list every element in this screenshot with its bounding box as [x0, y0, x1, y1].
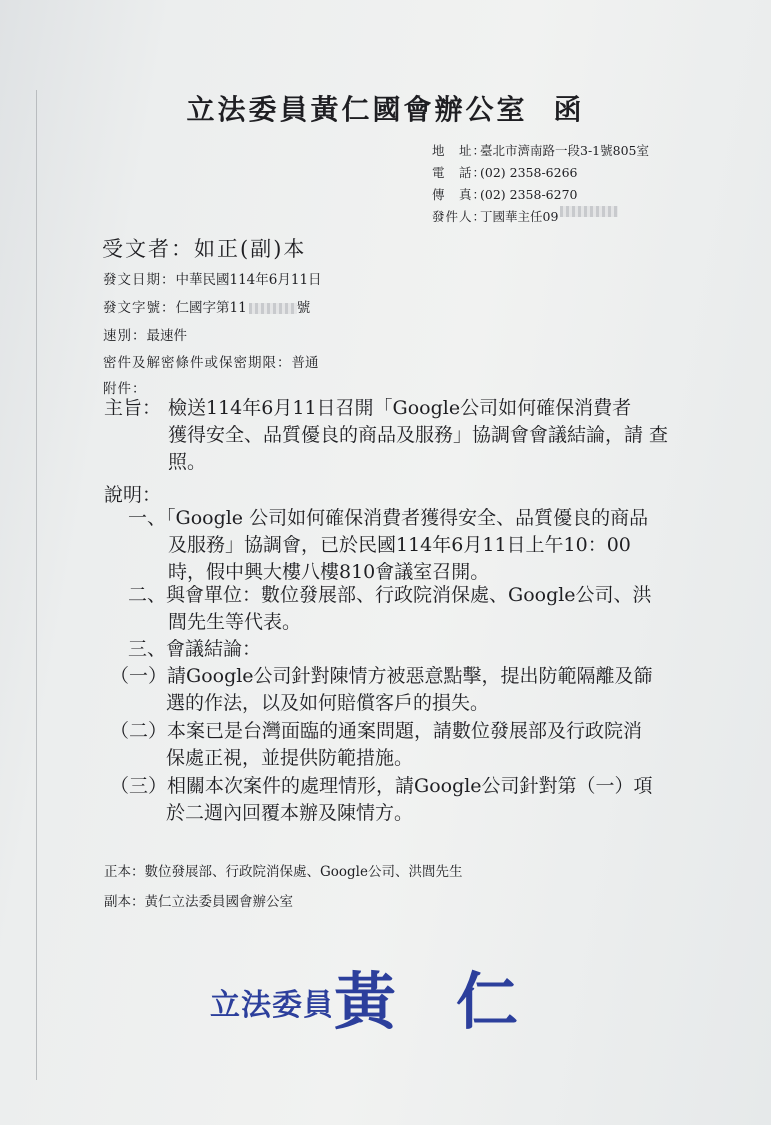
title-suffix: 函	[553, 93, 585, 126]
explanation-item-2: 二、與會單位：數位發展部、行政院消保處、Google公司、洪 閭先生等代表。	[128, 584, 652, 633]
seal-name-2: 仁	[456, 965, 523, 1038]
title-office: 立法委員黃仁國會辦公室	[186, 93, 528, 126]
explanation-label: 說明：	[104, 484, 162, 506]
page-fold-line	[36, 90, 37, 1080]
document-title	[0, 88, 771, 128]
issue-date: 發文日期：中華民國114年6月11日	[103, 272, 322, 288]
explanation-item-1: 一、「Google 公司如何確保消費者獲得安全、品質優良的商品 及服務」協調會，已於民國114年6月11日上午10：00 時，假中興大樓八樓810會議室召開。	[128, 507, 649, 583]
delivery-speed: 速別：最速件	[103, 328, 187, 344]
conclusion-2: （二）本案已是台灣面臨的通案問題，請數位發展部及行政院消 保處正視，並提供防範措施。	[110, 720, 643, 769]
copy-recipients: 副本：黃仁立法委員國會辦公室	[104, 894, 293, 910]
redacted-docno	[249, 303, 297, 314]
original-recipients: 正本：數位發展部、行政院消保處、Google公司、洪閭先生	[104, 864, 463, 880]
conclusion-3: （三）相關本次案件的處理情形，請Google公司針對第（一）項 於二週內回覆本辦及陳情方。	[110, 775, 653, 824]
seal-title: 立法委員	[210, 988, 334, 1023]
document-number: 發文字號：仁國字第11 號	[103, 300, 311, 316]
subject-paragraph: 主旨： 檢送114年6月11日召開「Google公司如何確保消費者 獲得安全、品質優良的商品及服務」協調會會議結論，請 查 照。	[104, 397, 669, 473]
seal-name-1: 黃	[334, 965, 401, 1038]
recipient-line: 受文者：如正(副)本	[102, 237, 307, 261]
contact-phone: 電 話： (02) 2358-6266	[432, 165, 578, 180]
contact-sender: 發件人： 丁國華主任09	[432, 206, 649, 228]
redacted-phone	[560, 206, 618, 217]
contact-address: 地 址： 臺北市濟南路一段3-1號805室	[432, 143, 649, 158]
official-seal-stamp	[210, 952, 522, 1041]
secrecy-level: 密件及解密條件或保密期限：普通	[103, 355, 319, 371]
conclusion-1: （一）請Google公司針對陳情方被惡意點擊，提出防範隔離及篩 選的作法，以及如何賠償客戶的損失。	[110, 665, 653, 714]
contact-block	[432, 140, 649, 228]
explanation-item-3: 三、會議結論：	[128, 638, 262, 660]
attachments: 附件：	[103, 381, 147, 397]
contact-fax: 傳 真： (02) 2358-6270	[432, 187, 578, 202]
